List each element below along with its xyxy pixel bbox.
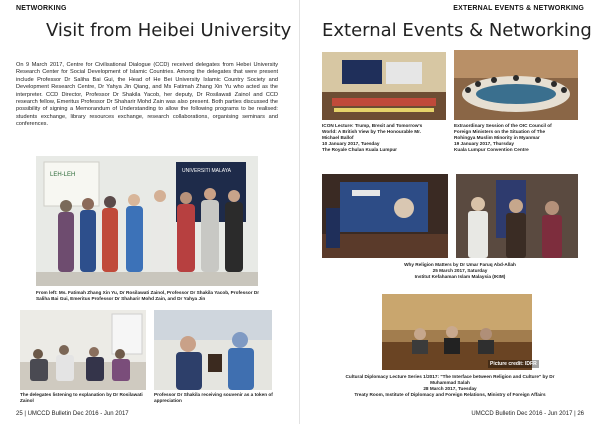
event1-caption [322,123,452,153]
banner-left-text: LEH-LEH [50,172,76,178]
event4-caption [318,374,582,398]
event2-caption [454,123,588,153]
caption-text: The delegates listening to explanation by Dr Rosilawati Zainol [20,392,143,403]
event4-photo [382,294,532,370]
event3-photo-right [456,174,578,258]
event2-title-line3: Rohingya Muslim Minority in Myanmar [454,135,540,140]
event3-photo-left [322,174,448,258]
right-page [300,0,600,424]
page-footer: UMCCD Bulletin Dec 2016 - Jun 2017 | 26 [471,411,584,417]
page-footer: 25 | UMCCD Bulletin Dec 2016 - Jun 2017 [16,411,129,417]
event2-photo-illustration [454,50,578,120]
event1-title-line3: Michael Ballof [322,135,354,140]
caption-text: Professor Dr Shakila receiving souvenir as a token of appreciation [154,392,273,403]
event3-caption [380,262,540,280]
page-title: Visit from Heibei University [46,20,292,41]
event4-photo-illustration [382,294,532,370]
event2-photo [454,50,578,120]
group-photo [36,156,258,286]
event4-venue: Treaty Room, Institute of Diplomacy and Foreign Relations, Ministry of Foreign Affairs [354,392,546,397]
event1-title-line2: World: A British View by The Honourable Mr. [322,129,421,134]
event2-date: 19 January 2017, Thursday [454,141,514,146]
event4-title-line1: Cultural Diplomacy Lecture Series 1/2017: "The Interface between Religion and Culture" by Dr [345,374,555,379]
event1-venue: The Royale Chulan Kuala Lumpur [322,147,398,152]
page-title: External Events & Networking [322,20,592,41]
section-tag: EXTERNAL EVENTS & NETWORKING [453,5,584,12]
event3-title: Why Religion Matters by Dr Umar Faruq Abd-Allah [404,262,516,267]
event2-title-line2: Foreign Ministers on the Situation of The [454,129,546,134]
event1-date: 10 January 2017, Tuesday [322,141,380,146]
event1-photo-illustration [322,52,446,120]
event4-title-line2: Muhammad Salah [430,380,470,385]
delegates-photo-illustration [20,310,146,390]
souvenir-caption [154,392,280,404]
photo-credit: Picture credit: IDFR [490,361,537,367]
group-photo-caption [36,290,266,302]
section-tag: NETWORKING [16,5,67,12]
delegates-photo [20,310,146,390]
event2-title-line1: Extraordinary Session of the OIC Council of [454,123,552,128]
event3-photo-left-illustration [322,174,448,258]
event4-date: 28 March 2017, Tuesday [423,386,477,391]
caption-text: From left: Ms. Fatimah Zhang Xin Yu, Dr Rosilawati Zainol, Professor Dr Shakila Yacob, Professor Dr Saliha Bai Gui, Emeritus Professor Dr Shaharir Mohd Zain, and Dr Yahya Jin [36,290,260,301]
article-body: On 9 March 2017, Centre for Civilisational Dialogue (CCD) received delegates from Hebei University Research Center for Social Development of Islamic Countries. Among the delegates that were present include Professor Dr Saliha Bai Gui, the Head of He Bei University Islamic Country Society and Development Research Centre, Dr Yahya Jin Qiang, and Ms Fatimah Zhang Xin Yu who acted as the interpreter. CCD Director, Professor Dr Shakila Yacob, her deputy, Dr Rosilawati Zainol and CCD research fellow, Emeritus Professor Dr Shaharir Mohd Zain was also present. Both parties discussed the possibility of signing a Memorandum of Understanding to allow the following programs to be realised: students exchange, library resources exchange, research collaborations, organising seminars and conferences. [16,62,278,128]
event2-venue: Kuala Lumpur Convention Centre [454,147,529,152]
souvenir-photo-illustration [154,310,272,390]
event3-date: 25 March 2017, Saturday [432,268,488,273]
event3-venue: Institut Kefahaman Islam Malaysia (IKIM) [414,274,506,279]
event1-title-line1: ICON Lecture: Trump, Brexit and Tomorrow's [322,123,423,128]
event3-photo-right-illustration [456,174,578,258]
banner-right-text: UNIVERSITI MALAYA [182,168,231,174]
event1-photo [322,52,446,120]
souvenir-photo [154,310,272,390]
group-photo-illustration [36,156,258,286]
delegates-caption [20,392,150,404]
